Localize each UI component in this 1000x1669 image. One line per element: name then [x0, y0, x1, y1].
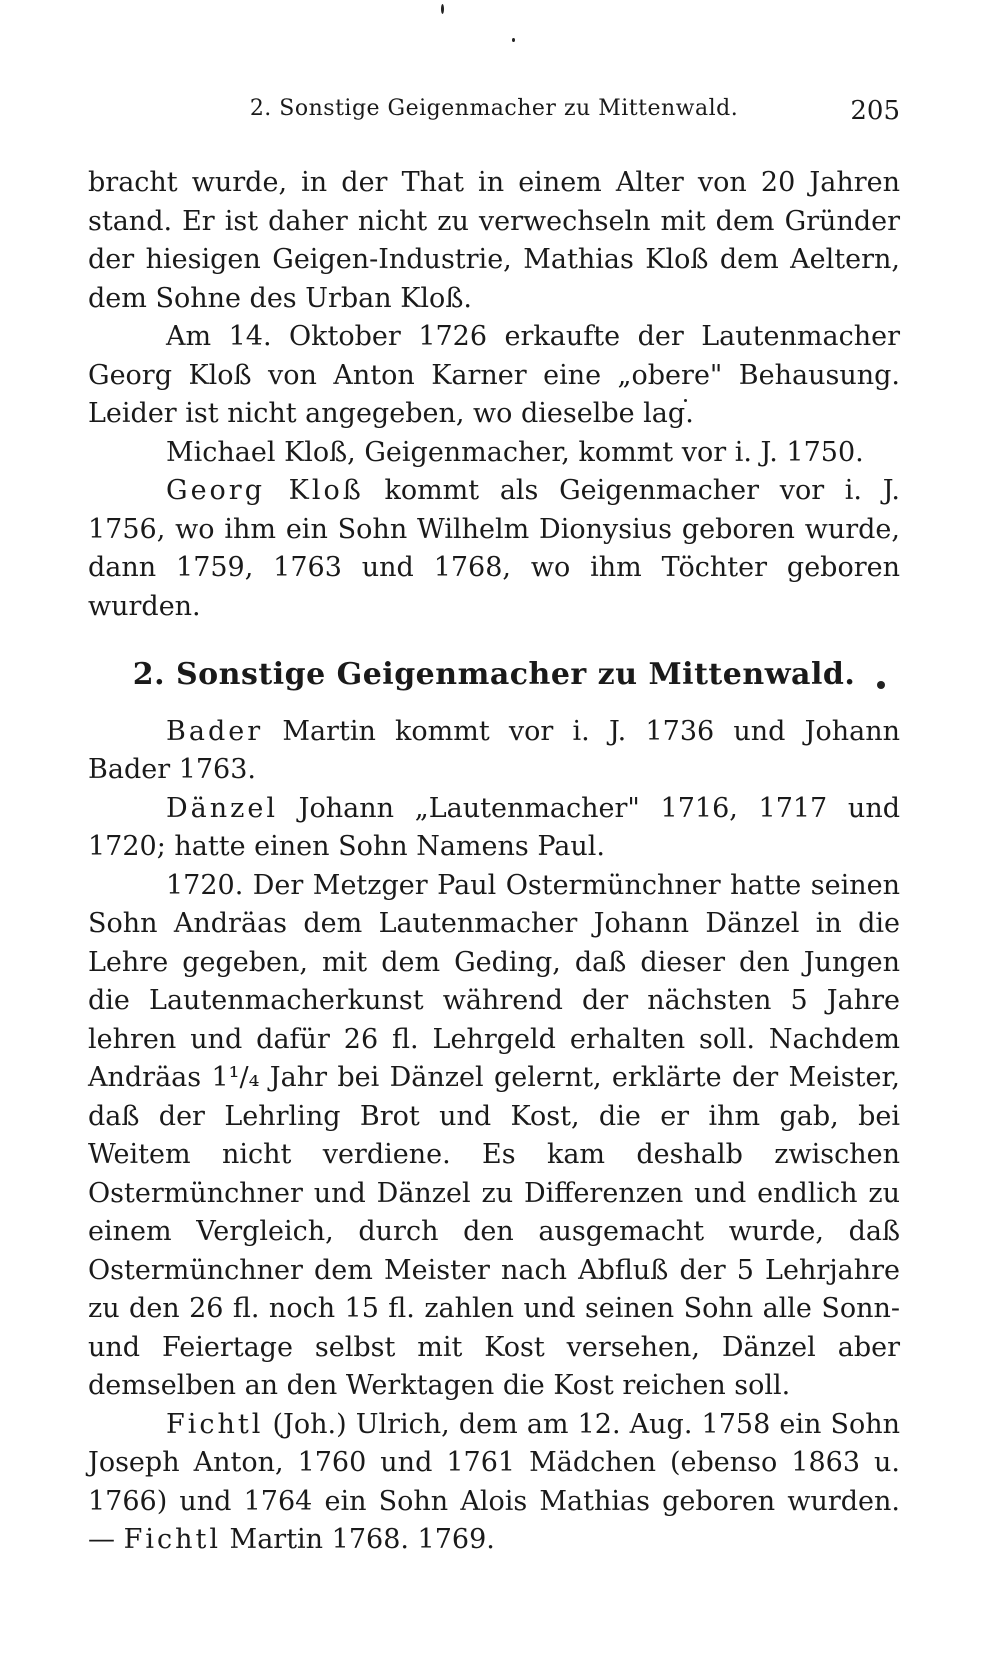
person-name: Fichtl	[166, 1408, 264, 1440]
section-heading: 2. Sonstige Geigenmacher zu Mittenwald.	[132, 657, 856, 692]
paragraph-text: (Joh.) Ulrich, dem am 12. Aug. 1758 ein Sohn Joseph Anton, 1760 und 1761 Mädchen (ebenso 1863 u. 1766) und 1764 ein Sohn Alois Mathias geboren wurden. —	[88, 1408, 900, 1555]
ink-speck	[441, 4, 444, 14]
paragraph-text: Johann „Lautenmacher" 1716, 1717 und 1720; hatte einen Sohn Namens Paul.	[88, 792, 900, 862]
person-name: Dänzel	[166, 792, 278, 824]
running-title: 2. Sonstige Geigenmacher zu Mittenwald.	[249, 96, 739, 121]
running-head	[88, 96, 900, 136]
page-number: 205	[850, 96, 900, 126]
paragraph-text: Martin kommt vor i. J. 1736 und Johann Bader 1763.	[88, 715, 900, 785]
paragraph: 1720. Der Metzger Paul Ostermünchner hatte seinen Sohn Andräas dem Lautenmacher Johann Dänzel in die Lehre gegeben, mit dem Geding, daß dieser den Jungen die Lautenmacherkunst während der nächsten 5 Jahre lehren und dafür 26 fl. Lehrgeld erhalten soll. Nachdem Andräas 1¹/₄ Jahr bei Dänzel gelernt, erklärte der Meister, daß der Lehrling Brot und Kost, die er ihm gab, bei Weitem nicht verdiene. Es kam deshalb zwischen Ostermünchner und Dänzel zu Differenzen und endlich zu einem Vergleich, durch den ausgemacht wurde, daß Ostermünchner dem Meister nach Abfluß der 5 Lehrjahre zu den 26 fl. noch 15 fl. zahlen und seinen Sohn alle Sonn- und Feiertage selbst mit Kost versehen, Dänzel aber demselben an den Werktagen die Kost reichen soll.	[88, 869, 900, 1401]
ink-speck	[512, 38, 515, 42]
paragraph	[88, 713, 900, 790]
paragraph	[88, 1406, 900, 1560]
paragraph-text: kommt als Geigenmacher vor i. J. 1756, wo ihm ein Sohn Wilhelm Dionysius geboren wurde, dann 1759, 1763 und 1768, wo ihm Töchter geboren wurden.	[88, 475, 900, 622]
person-name: Bader	[166, 715, 264, 747]
paragraph	[88, 472, 900, 626]
person-name: Fichtl	[123, 1524, 221, 1555]
paragraph: Michael Kloß, Geigenmacher, kommt vor i. J. 1750.	[166, 436, 864, 468]
paragraph: bracht wurde, in der That in einem Alter von 20 Jahren stand. Er ist daher nicht zu verwechseln mit dem Gründer der hiesigen Geigen-Industrie, Mathias Kloß dem Aeltern, dem Sohne des Urban Kloß.	[88, 167, 900, 314]
paragraph-text: Martin 1768. 1769.	[220, 1524, 495, 1555]
text-body	[88, 164, 900, 1560]
paragraph	[88, 790, 900, 867]
paragraph: Am 14. Oktober 1726 erkaufte der Lautenmacher Georg Kloß von Anton Karner eine „obere" Behausung. Leider ist nicht angegeben, wo dieselbe lag.	[88, 321, 900, 429]
person-name: Georg Kloß	[166, 475, 364, 506]
